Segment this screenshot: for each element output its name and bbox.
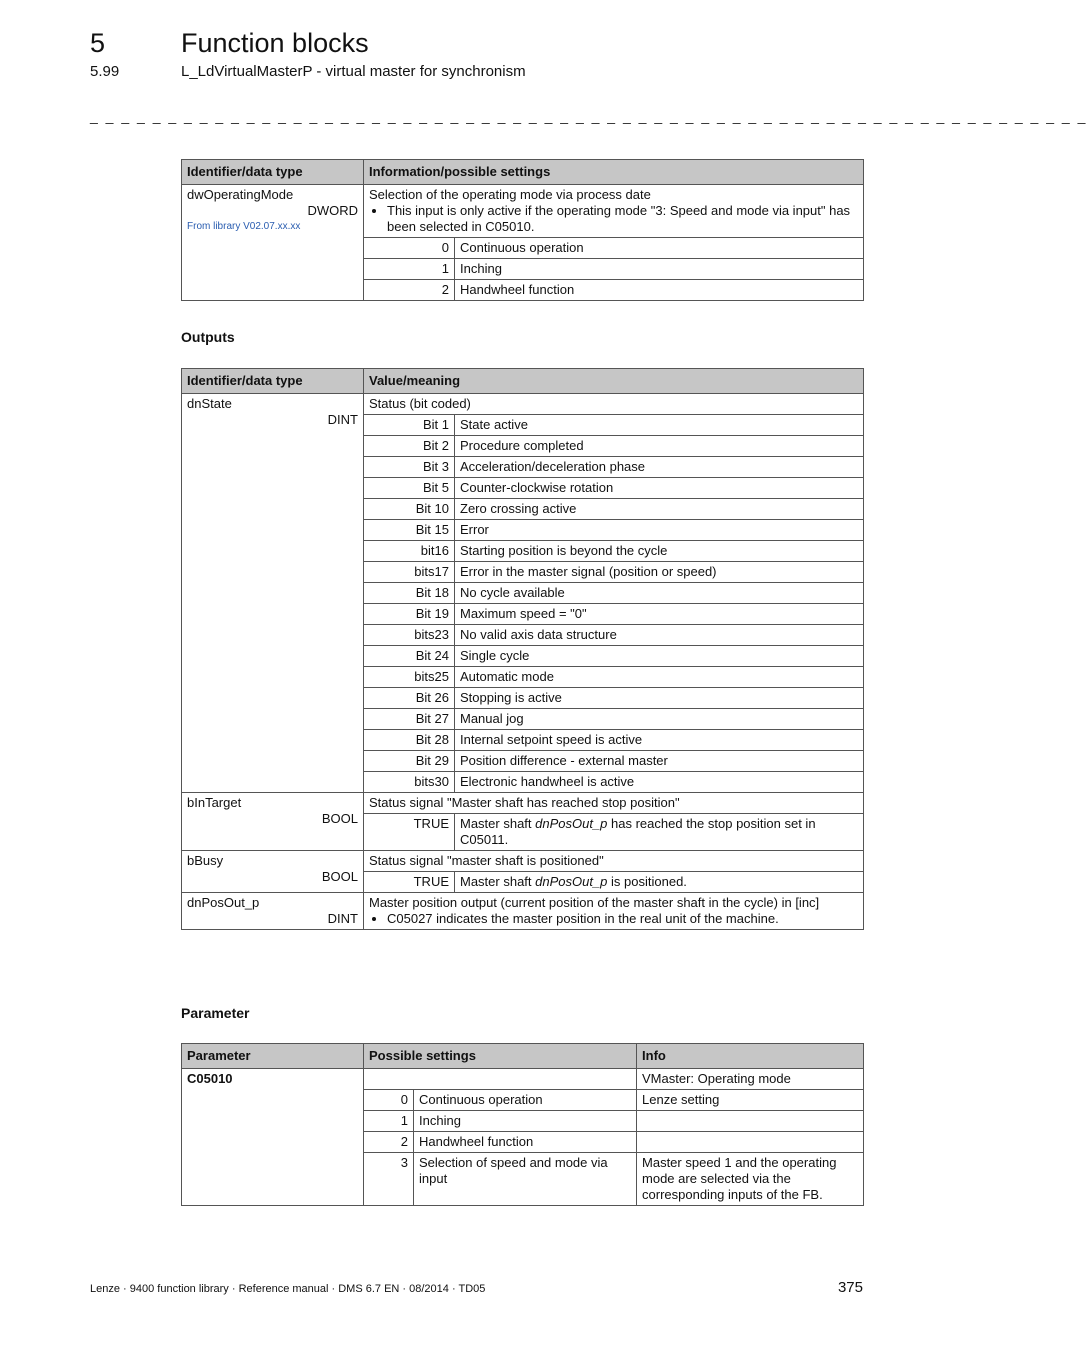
bit-meaning: Zero crossing active	[455, 499, 864, 520]
param-option-value: 2	[364, 1132, 414, 1153]
bbusy-identifier: bBusy	[187, 853, 224, 868]
option-text: Inching	[455, 259, 864, 280]
param-option-info	[637, 1132, 864, 1153]
bit-meaning: No valid axis data structure	[455, 625, 864, 646]
param-option-value: 1	[364, 1111, 414, 1132]
page-number: 375	[837, 1279, 863, 1296]
bit-meaning: Acceleration/deceleration phase	[455, 457, 864, 478]
bit-meaning: Position difference - external master	[455, 751, 864, 772]
outputs-col-identifier: Identifier/data type	[182, 369, 364, 394]
outputs-heading: Outputs	[181, 329, 235, 345]
dnstate-identifier-cell	[182, 394, 364, 793]
dnposout-type: DINT	[327, 911, 358, 926]
option-value: 0	[364, 238, 455, 259]
inputs-col-identifier: Identifier/data type	[182, 160, 364, 185]
param-option-info: Lenze setting	[637, 1090, 864, 1111]
bit-label: Bit 1	[364, 415, 455, 436]
option-text: Handwheel function	[455, 280, 864, 301]
dnposout-identifier: dnPosOut_p	[187, 895, 260, 910]
param-col-info: Info	[637, 1044, 864, 1069]
bbusy-type: BOOL	[321, 869, 358, 884]
inputs-col-info: Information/possible settings	[364, 160, 864, 185]
bit-meaning: Error in the master signal (position or speed)	[455, 562, 864, 583]
footer-text: Lenze · 9400 function library · Reference manual · DMS 6.7 EN · 08/2014 · TD05	[90, 1283, 486, 1295]
bit-meaning: Manual jog	[455, 709, 864, 730]
dnposout-description: Master position output (current position of the master shaft in the cycle) in [inc]	[369, 895, 820, 910]
chapter-number: 5	[90, 28, 106, 58]
bit-label: bits30	[364, 772, 455, 793]
bit-label: Bit 19	[364, 604, 455, 625]
bbusy-description: Status signal "master shaft is positioned"	[364, 851, 864, 872]
bit-meaning: Maximum speed = "0"	[455, 604, 864, 625]
parameter-table	[181, 1043, 864, 1206]
input-description: Selection of the operating mode via process date	[369, 187, 651, 202]
dnposout-identifier-cell	[182, 893, 364, 930]
bbusy-meaning: Master shaft dnPosOut_p is positioned.	[455, 872, 864, 893]
bintarget-value: TRUE	[364, 814, 455, 851]
bit-meaning: Counter-clockwise rotation	[455, 478, 864, 499]
option-value: 2	[364, 280, 455, 301]
dnstate-description: Status (bit coded)	[364, 394, 864, 415]
input-identifier: dwOperatingMode	[187, 187, 294, 202]
bit-meaning: No cycle available	[455, 583, 864, 604]
bit-label: Bit 10	[364, 499, 455, 520]
bit-meaning: Procedure completed	[455, 436, 864, 457]
chapter-title: Function blocks	[181, 28, 369, 58]
option-value: 1	[364, 259, 455, 280]
outputs-table	[181, 368, 864, 930]
option-text: Continuous operation	[455, 238, 864, 259]
parameter-heading: Parameter	[181, 1005, 250, 1021]
bit-meaning: Stopping is active	[455, 688, 864, 709]
bit-label: bits17	[364, 562, 455, 583]
dnposout-bullet: • C05027 indicates the master position in the real unit of the machine.	[387, 911, 858, 927]
bit-meaning: Electronic handwheel is active	[455, 772, 864, 793]
bit-label: Bit 18	[364, 583, 455, 604]
dnstate-type: DINT	[327, 412, 358, 427]
bit-meaning: State active	[455, 415, 864, 436]
outputs-col-meaning: Value/meaning	[364, 369, 864, 394]
bit-label: Bit 24	[364, 646, 455, 667]
bintarget-meaning: Master shaft dnPosOut_p has reached the stop position set in C05011.	[455, 814, 864, 851]
dnstate-identifier: dnState	[187, 396, 232, 411]
bit-label: Bit 3	[364, 457, 455, 478]
bit-label: bits25	[364, 667, 455, 688]
bit-label: bit16	[364, 541, 455, 562]
bit-label: Bit 15	[364, 520, 455, 541]
bintarget-type: BOOL	[321, 811, 358, 826]
input-bullet: • This input is only active if the operating mode "3: Speed and mode via input" has been selected in C05010.	[387, 203, 858, 235]
bit-label: Bit 27	[364, 709, 455, 730]
input-identifier-cell	[182, 185, 364, 301]
bit-meaning: Error	[455, 520, 864, 541]
param-option-text: Handwheel function	[414, 1132, 637, 1153]
bbusy-identifier-cell	[182, 851, 364, 893]
param-option-value: 0	[364, 1090, 414, 1111]
inputs-table	[181, 159, 864, 301]
bit-meaning: Automatic mode	[455, 667, 864, 688]
section-number: 5.99	[90, 63, 120, 80]
bit-meaning: Single cycle	[455, 646, 864, 667]
bit-label: Bit 5	[364, 478, 455, 499]
param-option-text: Selection of speed and mode via input	[414, 1153, 637, 1206]
bintarget-identifier: bInTarget	[187, 795, 242, 810]
bbusy-value: TRUE	[364, 872, 455, 893]
library-version-note: From library V02.07.xx.xx	[187, 221, 301, 232]
param-option-info: Master speed 1 and the operating mode are selected via the corresponding inputs of the FB.	[637, 1153, 864, 1206]
input-description-cell	[364, 185, 864, 238]
bit-meaning: Internal setpoint speed is active	[455, 730, 864, 751]
param-code: C05010	[182, 1069, 364, 1206]
param-empty-cell	[364, 1069, 637, 1090]
dnposout-description-cell	[364, 893, 864, 930]
bit-label: Bit 26	[364, 688, 455, 709]
bit-label: bits23	[364, 625, 455, 646]
bit-meaning: Starting position is beyond the cycle	[455, 541, 864, 562]
bit-label: Bit 29	[364, 751, 455, 772]
bit-label: Bit 2	[364, 436, 455, 457]
param-option-text: Inching	[414, 1111, 637, 1132]
bintarget-identifier-cell	[182, 793, 364, 851]
param-option-value: 3	[364, 1153, 414, 1206]
param-col-settings: Possible settings	[364, 1044, 637, 1069]
bit-label: Bit 28	[364, 730, 455, 751]
param-info-title: VMaster: Operating mode	[637, 1069, 864, 1090]
header-separator: _ _ _ _ _ _ _ _ _ _ _ _ _ _ _ _ _ _ _ _ _ _ _ _ _ _ _ _ _ _ _ _ _ _ _ _ _ _ _ _ _ _ _ _ _ _ _ _ _ _ _ _ _ _ _ _ _ _ _ _ _ _ _ _	[90, 108, 1087, 124]
bintarget-description: Status signal "Master shaft has reached stop position"	[364, 793, 864, 814]
section-title: L_LdVirtualMasterP - virtual master for synchronism	[181, 63, 526, 80]
param-col-parameter: Parameter	[182, 1044, 364, 1069]
input-type: DWORD	[307, 203, 358, 218]
param-option-text: Continuous operation	[414, 1090, 637, 1111]
param-option-info	[637, 1111, 864, 1132]
